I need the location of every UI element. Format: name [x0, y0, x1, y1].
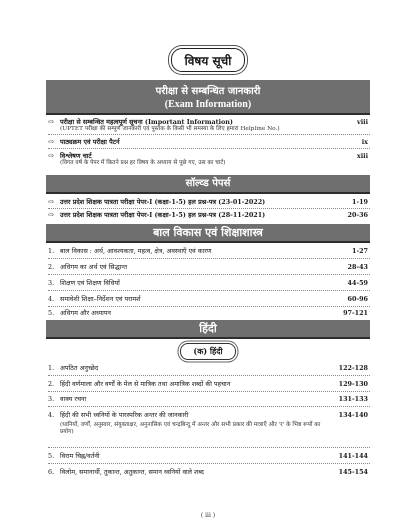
- toc-number: 6.: [48, 468, 55, 476]
- toc-page: 44-59: [347, 279, 368, 287]
- toc-label: शिक्षण एवं शिक्षण विधियाँ: [60, 279, 120, 287]
- toc-page: viii: [357, 118, 368, 126]
- arrow-icon: ⇨: [48, 198, 54, 206]
- arrow-icon: ⇨: [48, 211, 54, 219]
- toc-label: विश्लेषण चार्ट: [60, 152, 92, 160]
- divider: [48, 290, 370, 291]
- toc-number: 2.: [48, 380, 55, 388]
- divider: [48, 447, 370, 448]
- toc-page: 141-144: [338, 452, 368, 460]
- toc-label: हिंदी वर्णमाला और वर्णों के मेल से मात्रिक तथा अमात्रिक शब्दों की पहचान: [60, 380, 231, 388]
- toc-page: 60-96: [347, 295, 368, 303]
- arrow-icon: ⇨: [48, 138, 54, 146]
- toc-label: पाठ्यक्रम एवं परीक्षा पैटर्न: [60, 138, 120, 146]
- toc-page: 134-140: [338, 411, 368, 419]
- toc-number: 2.: [48, 263, 55, 271]
- toc-label: समावेशी शिक्षा–निर्देशन एवं परामर्श: [60, 295, 141, 303]
- divider: [48, 134, 370, 135]
- toc-page: 28-43: [347, 263, 368, 271]
- toc-page: 20-36: [347, 211, 368, 219]
- toc-label: अपठित अनुच्छेद: [60, 364, 99, 372]
- toc-number: 3.: [48, 279, 55, 287]
- page-number-footer: ( iii ): [200, 512, 216, 519]
- toc-page: 129-130: [338, 380, 368, 388]
- divider: [48, 375, 370, 376]
- toc-page: xiii: [356, 152, 368, 160]
- toc-label: बाल विकास : अर्थ, आवश्यकता, महत्व, क्षेत्र, अवस्थाएँ एवं कारण: [60, 247, 212, 255]
- toc-label: उत्तर प्रदेश शिक्षक पात्रता परीक्षा पेपर-I (कक्षा-1-5) हल प्रश्न-पत्र (23-01-2022): [60, 198, 266, 206]
- toc-label: अधिगम और अध्यापन: [60, 309, 111, 317]
- toc-page: 122-128: [338, 364, 368, 372]
- divider: [48, 391, 370, 392]
- toc-page: 145-154: [338, 468, 368, 476]
- toc-number: 1.: [48, 364, 55, 372]
- toc-number: 4.: [48, 411, 55, 419]
- divider: [48, 406, 370, 407]
- divider: [48, 208, 370, 209]
- child-development-header: बाल विकास एवं शिक्षाशास्त्र: [46, 224, 370, 243]
- divider: [48, 274, 370, 275]
- toc-number: 5.: [48, 309, 55, 317]
- toc-page: ix: [361, 138, 368, 146]
- exam-info-heading-hi: परीक्षा से सम्बन्धित जानकारी: [155, 86, 261, 97]
- arrow-icon: ⇨: [48, 118, 54, 126]
- toc-label: हिंदी की सभी ध्वनियों के पारस्परिक अन्तर की जानकारी: [60, 411, 189, 419]
- hindi-header: हिंदी: [46, 320, 370, 339]
- toc-number: 3.: [48, 395, 55, 403]
- toc-number: 5.: [48, 452, 55, 460]
- toc-label: अधिगम का अर्थ एवं सिद्धान्त: [60, 263, 127, 271]
- toc-page: 1-27: [352, 247, 368, 255]
- arrow-icon: ⇨: [48, 152, 54, 160]
- solved-papers-header: सॉल्व्ड पेपर्स: [46, 175, 370, 194]
- hindi-subheading: (क) हिंदी: [180, 343, 236, 360]
- toc-label: परीक्षा से सम्बन्धित महत्वपूर्ण सूचना (Important Information): [60, 118, 233, 126]
- toc-page: 97-121: [343, 309, 368, 317]
- toc-page: 1-19: [352, 198, 368, 206]
- toc-number: 1.: [48, 247, 55, 255]
- divider: [48, 258, 370, 259]
- toc-sub-label: (ध्वनियों, वर्णों, अनुस्वार, संयुक्ताक्षर, अनुनासिक एवं चन्द्रबिन्दु में अन्तर और सभी प्रकार की मात्राएँ और 'र' के भिन्न रूपों का प्रयोग): [60, 422, 321, 435]
- toc-label: विराम चिह्न/वर्तनी: [60, 452, 100, 460]
- page-title: विषय सूची: [171, 48, 245, 72]
- toc-label: वाक्य रचना: [60, 395, 87, 403]
- toc-sub-label: (UPTET परीक्षा की सम्पूर्ण जानकारी एवं पुस्तक के किसी भी समस्या के लिए हमारा Helpline No.): [60, 126, 280, 132]
- toc-label: विलोम, समानार्थी, तुकान्त, अतुकान्त, समान ध्वनियों वाले शब्द: [60, 468, 204, 476]
- toc-sub-label: (विगत वर्ष के पेपर में कितने प्रश्न हर विषय के अध्याय से पूछे गए, उस का चार्ट): [60, 160, 226, 166]
- toc-label: उत्तर प्रदेश शिक्षक पात्रता परीक्षा पेपर-I (कक्षा-1-5) हल प्रश्न-पत्र (28-11-2021): [60, 211, 266, 219]
- toc-page: 131-133: [338, 395, 368, 403]
- divider: [48, 306, 370, 307]
- divider: [48, 148, 370, 149]
- toc-number: 4.: [48, 295, 55, 303]
- exam-info-header: [46, 80, 370, 115]
- exam-info-heading-en: (Exam Information): [164, 99, 252, 110]
- divider: [48, 463, 370, 464]
